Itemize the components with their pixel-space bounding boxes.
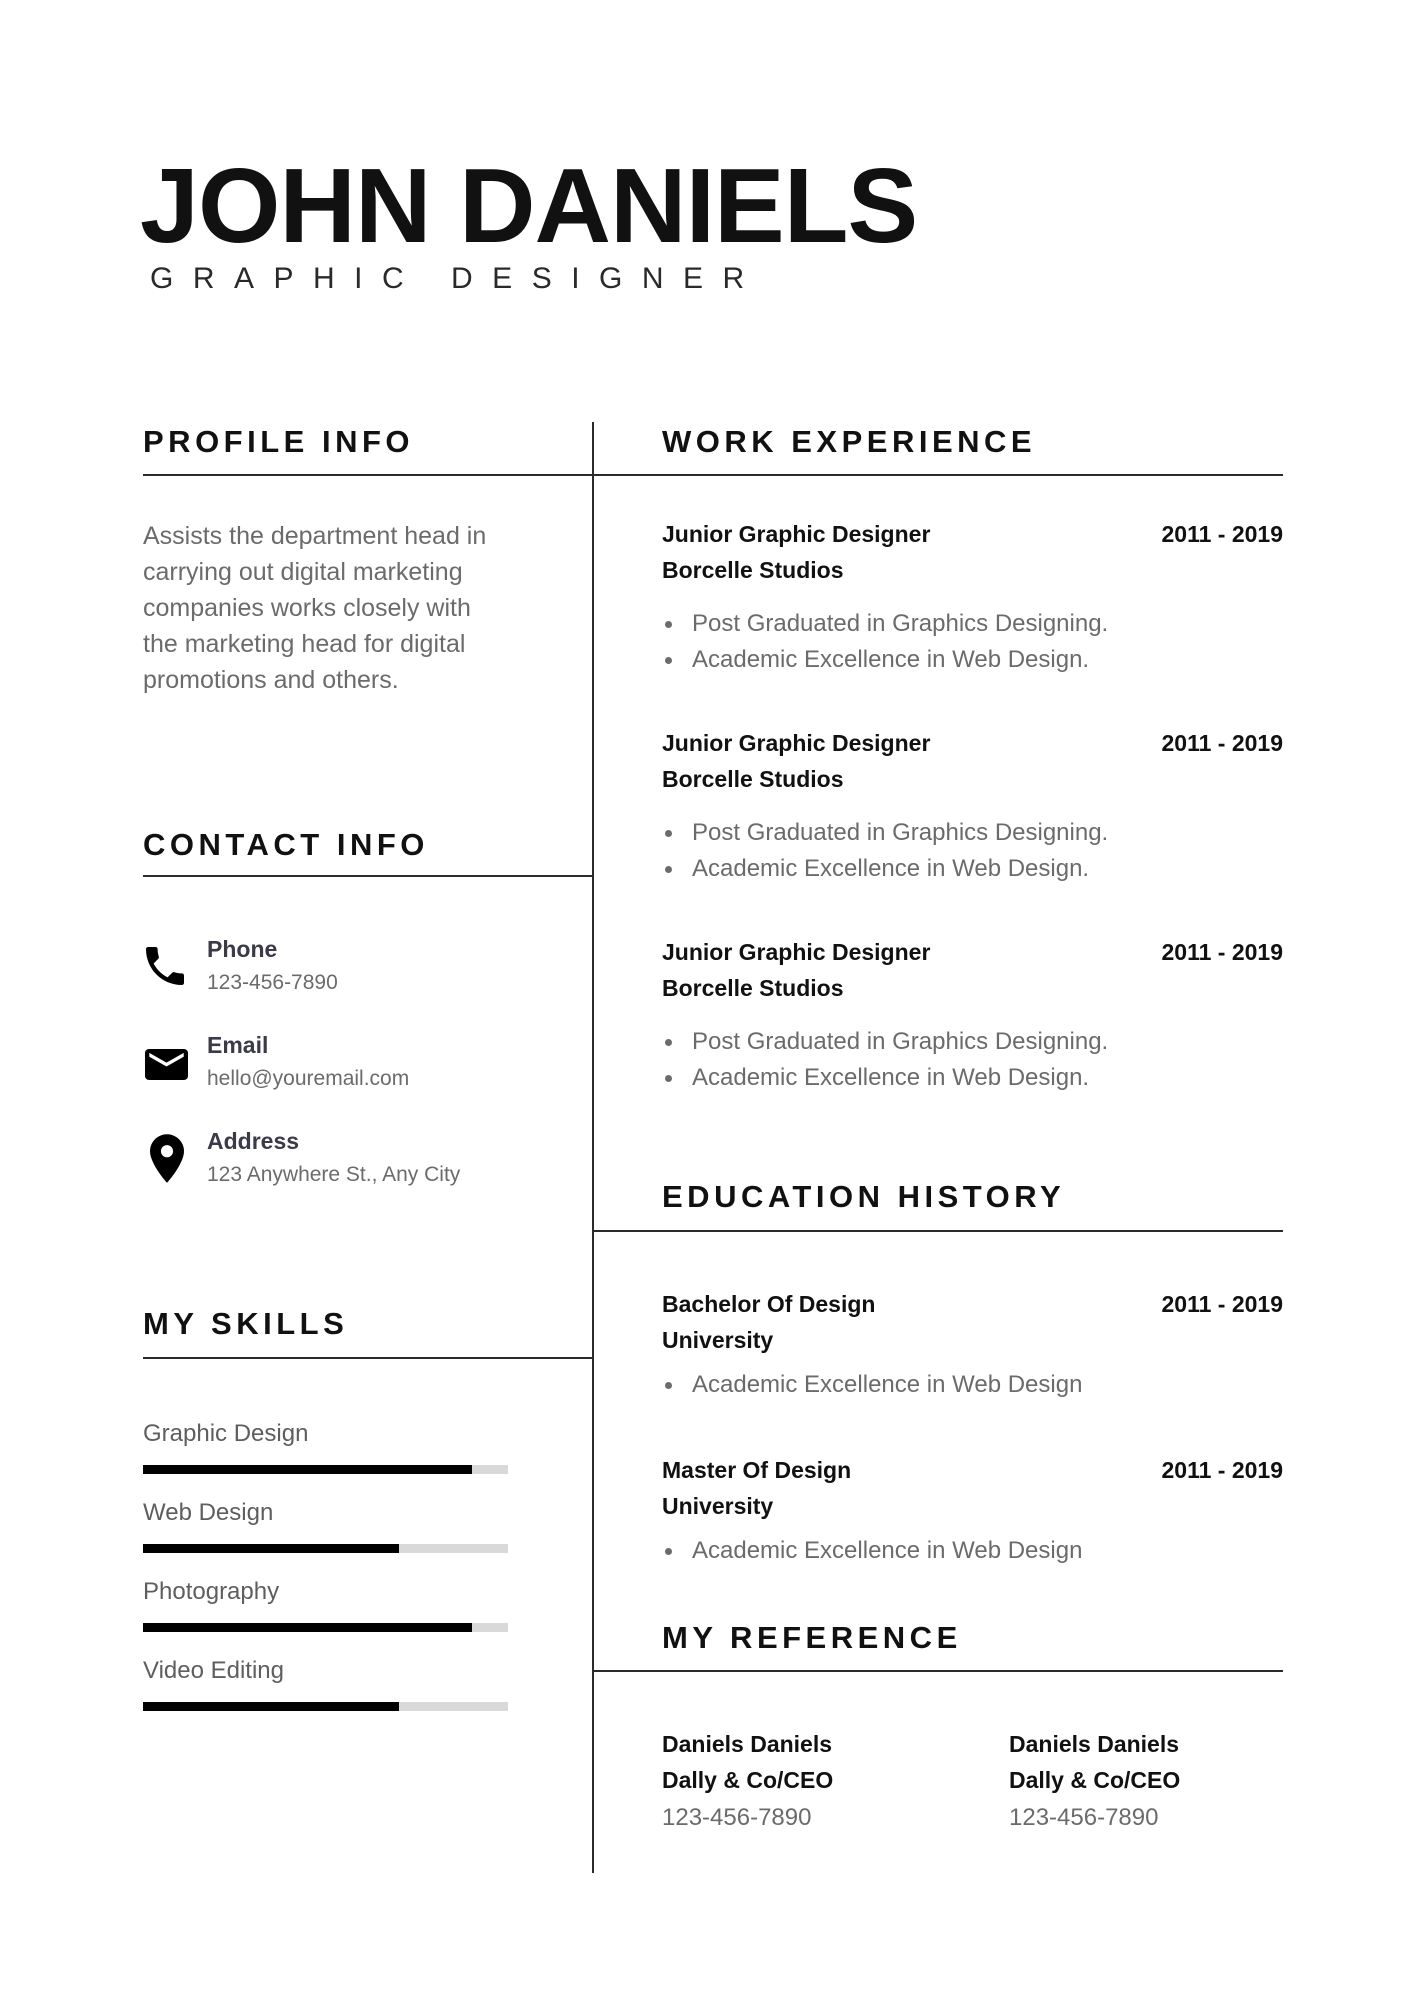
skill-name: Web Design <box>143 1499 274 1526</box>
reference-name: Daniels Daniels <box>662 1731 833 1757</box>
skills-heading: MY SKILLS <box>143 1306 349 1341</box>
work-entry <box>662 935 1283 1096</box>
skill-bar-track <box>143 1544 508 1553</box>
work-bullets <box>662 1024 1283 1096</box>
contact-list <box>143 934 583 1222</box>
work-bullet: Academic Excellence in Web Design. <box>662 642 1283 678</box>
contact-label-email: Email <box>207 1032 269 1058</box>
skill-item <box>143 1497 508 1576</box>
profile-heading: PROFILE INFO <box>143 424 414 459</box>
work-entry-header <box>662 726 1283 761</box>
reference-item <box>662 1726 833 1836</box>
contact-value-email: hello@youremail.com <box>207 1067 410 1090</box>
education-entries <box>662 1287 1283 1619</box>
skill-item <box>143 1418 508 1497</box>
skill-bar-fill <box>143 1544 399 1553</box>
reference-phone: 123-456-7890 <box>662 1804 812 1831</box>
education-heading: EDUCATION HISTORY <box>662 1179 1066 1214</box>
degree-name: Master Of Design <box>662 1457 852 1483</box>
skill-bar-track <box>143 1465 508 1474</box>
job-role: Junior Graphic Designer <box>662 521 931 547</box>
work-bullet: Post Graduated in Graphics Designing. <box>662 815 1283 851</box>
education-bullet: Academic Excellence in Web Design <box>662 1533 1283 1569</box>
skill-bar-track <box>143 1702 508 1711</box>
contact-item-email <box>143 1030 583 1126</box>
profile-rule <box>143 474 593 476</box>
skill-name: Video Editing <box>143 1657 284 1684</box>
skill-item <box>143 1655 508 1734</box>
skill-bar-fill <box>143 1465 472 1474</box>
job-role: Junior Graphic Designer <box>662 730 931 756</box>
reference-name: Daniels Daniels <box>1009 1731 1180 1757</box>
work-bullet: Academic Excellence in Web Design. <box>662 851 1283 887</box>
school-name: University <box>662 1327 774 1353</box>
contact-value-phone: 123-456-7890 <box>207 971 338 994</box>
education-rule <box>593 1230 1283 1232</box>
work-entry <box>662 517 1283 678</box>
education-entry-header <box>662 1453 1283 1488</box>
location-pin-icon <box>150 1134 184 1183</box>
profile-summary: Assists the department head in carrying out digital marketing companies works closely with the marketing head for digital promotions and others. <box>143 522 487 694</box>
contact-item-phone <box>143 934 583 1030</box>
job-dates: 2011 - 2019 <box>1161 939 1283 965</box>
education-entry-header <box>662 1287 1283 1322</box>
work-rule <box>593 474 1283 476</box>
education-bullets <box>662 1533 1283 1569</box>
skills-rule <box>143 1357 593 1359</box>
education-dates: 2011 - 2019 <box>1161 1291 1283 1317</box>
skill-bar-track <box>143 1623 508 1632</box>
job-dates: 2011 - 2019 <box>1161 730 1283 756</box>
contact-value-address: 123 Anywhere St., Any City <box>207 1163 461 1186</box>
skill-item <box>143 1576 508 1655</box>
degree-name: Bachelor Of Design <box>662 1291 876 1317</box>
contact-rule <box>143 875 593 877</box>
work-bullets <box>662 815 1283 887</box>
email-icon <box>145 1049 188 1080</box>
skill-bar-fill <box>143 1623 472 1632</box>
work-entry-header <box>662 517 1283 552</box>
skills-list <box>143 1418 508 1734</box>
skill-name: Graphic Design <box>143 1420 309 1447</box>
reference-phone: 123-456-7890 <box>1009 1804 1159 1831</box>
reference-heading: MY REFERENCE <box>662 1620 962 1655</box>
column-divider <box>592 422 594 1873</box>
contact-label-phone: Phone <box>207 936 278 962</box>
work-bullet: Academic Excellence in Web Design. <box>662 1060 1283 1096</box>
education-bullets <box>662 1367 1283 1403</box>
work-bullet: Post Graduated in Graphics Designing. <box>662 606 1283 642</box>
company-name: Borcelle Studios <box>662 557 844 583</box>
education-bullet: Academic Excellence in Web Design <box>662 1367 1283 1403</box>
contact-label-address: Address <box>207 1128 300 1154</box>
work-bullets <box>662 606 1283 678</box>
job-role: Junior Graphic Designer <box>662 939 931 965</box>
work-bullet: Post Graduated in Graphics Designing. <box>662 1024 1283 1060</box>
work-heading: WORK EXPERIENCE <box>662 424 1037 459</box>
reference-list <box>662 1726 1283 1846</box>
skill-name: Photography <box>143 1578 280 1605</box>
work-entry-header <box>662 935 1283 970</box>
education-dates: 2011 - 2019 <box>1161 1457 1283 1483</box>
work-entry <box>662 726 1283 887</box>
skill-bar-fill <box>143 1702 399 1711</box>
candidate-name: JOHN DANIELS <box>140 147 918 265</box>
job-dates: 2011 - 2019 <box>1161 521 1283 547</box>
job-title: GRAPHIC DESIGNER <box>150 262 764 295</box>
education-entry <box>662 1287 1283 1403</box>
contact-heading: CONTACT INFO <box>143 827 429 862</box>
phone-icon <box>145 947 185 985</box>
company-name: Borcelle Studios <box>662 975 844 1001</box>
education-entry <box>662 1453 1283 1569</box>
company-name: Borcelle Studios <box>662 766 844 792</box>
reference-rule <box>593 1670 1283 1672</box>
reference-item <box>1009 1726 1180 1836</box>
reference-company: Dally & Co/CEO <box>1009 1767 1181 1793</box>
work-entries <box>662 517 1283 1144</box>
reference-company: Dally & Co/CEO <box>662 1767 834 1793</box>
school-name: University <box>662 1493 774 1519</box>
contact-item-address <box>143 1126 583 1222</box>
